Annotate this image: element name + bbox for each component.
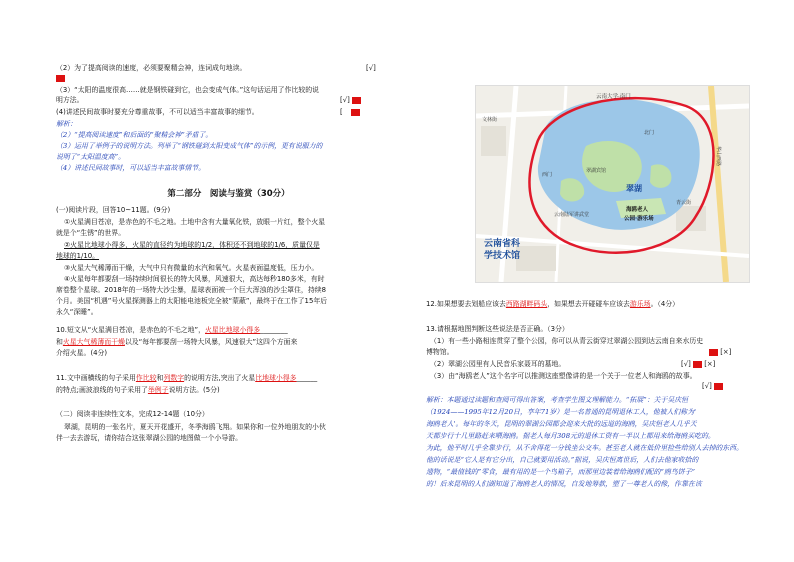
analysis-3b: 说明了“太阳温度高”。 bbox=[56, 153, 126, 161]
q13-1-mark: [×] bbox=[709, 348, 731, 357]
q12-line: 12.如果想要去划船应该去西路湖畔码头，如果想去开碰碰车应该去游乐场。（4分） bbox=[426, 300, 680, 308]
section2-heading: （二）阅读非连续性文本，完成12-14题（10分） bbox=[56, 410, 209, 418]
para3-a: ③火星大气稀薄而干燥，大气中只有微量的水汽和氧气。火星表面温度低，压力小。 bbox=[64, 264, 319, 272]
para2-b: 地球的1/10。 bbox=[56, 252, 100, 260]
map-label-north-gate: 北门 bbox=[644, 130, 655, 136]
q13-analysis-8: 的！后来昆明的人们湖知道了海鸥老人的情况，自发地筹款，塑了一尊老人的像，作靠在该 bbox=[426, 480, 702, 488]
cuihu-park-map bbox=[475, 85, 750, 283]
para1-a: ①火星满目苍凉，是赤色的不毛之地。土地中含有大量氧化铁，放眼一片红，整个火星 bbox=[64, 218, 326, 226]
q11-answer-2: 列数字 bbox=[163, 374, 185, 382]
q2-text: （2）为了提高阅读的速度，必须要聚精会神，连词成句地读。 bbox=[56, 64, 247, 72]
q13-analysis-5: 为此，他平时几乎全靠步行，从不舍得花一分钱坐公交车。甚至老人就在低价里捡些给别人去掉的东西。 bbox=[426, 444, 743, 452]
map-label-wharf: 云南陆军讲武堂 bbox=[554, 212, 590, 218]
q10-answer-2: 火星大气稀薄而干燥 bbox=[62, 338, 125, 346]
q13-2: （2）翠湖公园里有人民音乐家聂耳的墓地。 bbox=[430, 360, 566, 368]
q13-1b: 博物馆。 bbox=[426, 348, 454, 356]
q2-mark: [√] bbox=[366, 64, 376, 72]
q13-analysis-6: 他的话说是“它人是有它分出，自己就要用活动。”据说，吴庆恒离世后，人们去他家收拾的 bbox=[426, 456, 699, 464]
map-label-gull-old-man: 海鸥老人 bbox=[626, 207, 649, 213]
analysis-label: 解析： bbox=[56, 120, 77, 128]
analysis-2: （2）“提高阅读速度”和后面的“聚精会神”矛盾了。 bbox=[56, 131, 213, 139]
q13-analysis-4: 天都步行十几里路赶来喂海鸥。据老人每月308元的退休工资有一半以上都用来给海鸥买吃的。 bbox=[426, 432, 715, 440]
q11-line1: 11.文中画横线的句子采用作比较和列数字的说明方法,突出了火星比地球小得多______ bbox=[56, 374, 318, 382]
q4-text: (4)讲述民间故事时要充分尊重故事，不可以适当丰富故事的细节。 bbox=[56, 108, 259, 116]
q11-answer-4: 举例子 bbox=[147, 386, 169, 394]
map-label-cuihu: 翠湖 bbox=[626, 184, 642, 193]
q11-answer-3: 比地球小得多 bbox=[255, 374, 297, 382]
q13-heading: 13.请根据地图判断这些说法是否正确。（3分） bbox=[426, 325, 569, 333]
map-label-huashan: 华山西路 bbox=[715, 146, 721, 167]
q13-1a: （1）有一些小路相连贯穿了整个公园，你可以从青云街穿过翠湖公园到达云南自来水历史 bbox=[430, 337, 704, 345]
section1-heading: (一)阅读片段，回答10~11题。(9分) bbox=[56, 206, 171, 214]
q4-mark: [ bbox=[340, 108, 360, 117]
analysis-4: （4）讲述民间故事时，可以适当丰富故事情节。 bbox=[56, 164, 206, 172]
map-label-museum-2: 学技术馆 bbox=[484, 251, 521, 261]
q13-analysis-7: 遗物，“最值钱的”零食，最有用的是一个鸟箱子，而那里边装着给海鸥们配的“鸥鸟饼子” bbox=[426, 468, 696, 476]
para1-b: 就是个“生锈”的世界。 bbox=[56, 229, 126, 237]
map-label-museum: 云南省科 bbox=[484, 239, 521, 249]
para4-b: 席卷整个星球。2018年的一场特大沙尘暴，星球表面被一个巨大浑浊的沙尘罩住，持续8 bbox=[56, 286, 326, 294]
q12-answer-1: 西路湖畔码头 bbox=[505, 300, 548, 308]
q10-answer-1: 火星比地球小得多 bbox=[205, 326, 261, 334]
para4-a: ④火星每年都要刮一场持续时间很长的特大风暴，风速很大，高达每秒180多米，有时 bbox=[64, 275, 325, 283]
analysis-3a: （3）运用了举例子的说明方法。列举了“钢铁碰到太阳变成气体”的示例，更有说服力的 bbox=[56, 142, 323, 150]
q13-analysis-2: （1924——1995年12月20日，享年71岁）是一名普通的昆明退休工人，他被人们称为' bbox=[426, 408, 696, 416]
q13-2-mark: [√] [×] bbox=[681, 360, 716, 368]
q10-line3: 介绍火星。(4分) bbox=[56, 349, 108, 357]
map-label-wenlin: 文林街 bbox=[482, 117, 498, 123]
para4-c: 个月。美国“机遇”号火星探测器上的太阳能电池板完全被“蒙蔽”，最终于在工作了15年后 bbox=[56, 297, 328, 305]
para4-d: 永久“深睡”。 bbox=[56, 308, 98, 316]
map-label-west-gate: 西门 bbox=[542, 172, 553, 178]
map-graphic bbox=[476, 86, 749, 282]
q3-text-1: （3）“太阳的温度很高……就是钢铁碰到它，也会变成气体。”这句话运用了作比较的说 bbox=[56, 86, 320, 94]
section2-text-a: 翠湖，昆明的一张名片，夏天开花盛开，冬季海鸥飞翔。如果你和一位外地朋友的小伙 bbox=[64, 423, 326, 431]
q13-3-mark: [√] bbox=[702, 382, 723, 391]
q3-text-2: 明方法。 bbox=[56, 96, 84, 104]
para2-a: ②火星比地球小得多，火星的直径约为地球的1/2，体积还不到地球的1/6，质量仅是 bbox=[64, 241, 320, 249]
q13-3: （3）由“海鸥老人”这个名字可以推测这座塑像讲的是一个关于一位老人和海鸥的故事。 bbox=[430, 372, 697, 380]
q11-line2: 的特点;画波浪线的句子采用了举例子说明方法。(5分) bbox=[56, 386, 220, 394]
part2-heading: 第二部分 阅读与鉴赏（30分） bbox=[167, 189, 290, 199]
map-label-hotel: 翠湖宾馆 bbox=[586, 168, 607, 174]
q10-line2: 和火星大气稀薄而干燥以及“每年都要刮一场特大风暴，风速很大”这四个方面来 bbox=[56, 338, 298, 346]
q11-answer-1: 作比较 bbox=[135, 374, 157, 382]
q13-analysis-3: 海鸥老人'。每年的冬天，昆明的翠湖公园都会迎来大批的远道的海鸥，吴庆恒老人几乎天 bbox=[426, 420, 697, 428]
q13-analysis-1: 解析：本题通过读题和查阅可得出答案，考查学生图文理解能力。“拓展”：关于吴庆恒 bbox=[426, 396, 688, 404]
q10-line1: 10.短文从“火星满目苍凉，是赤色的不毛之地”，火星比地球小得多________ bbox=[56, 326, 288, 334]
q12-answer-2: 游乐场 bbox=[629, 300, 651, 308]
map-label-qingyun: 青云街 bbox=[676, 200, 692, 206]
q3-mark: [√] bbox=[340, 96, 361, 105]
map-label-yunnan-univ: 云南大学·南门 bbox=[596, 94, 631, 100]
section2-text-b: 伴一去去游玩，请你结合这张翠湖公园的地图做一个小导游。 bbox=[56, 434, 243, 442]
map-label-amusement: 公园·游乐场 bbox=[624, 216, 654, 222]
q2-red-mark bbox=[56, 74, 65, 83]
